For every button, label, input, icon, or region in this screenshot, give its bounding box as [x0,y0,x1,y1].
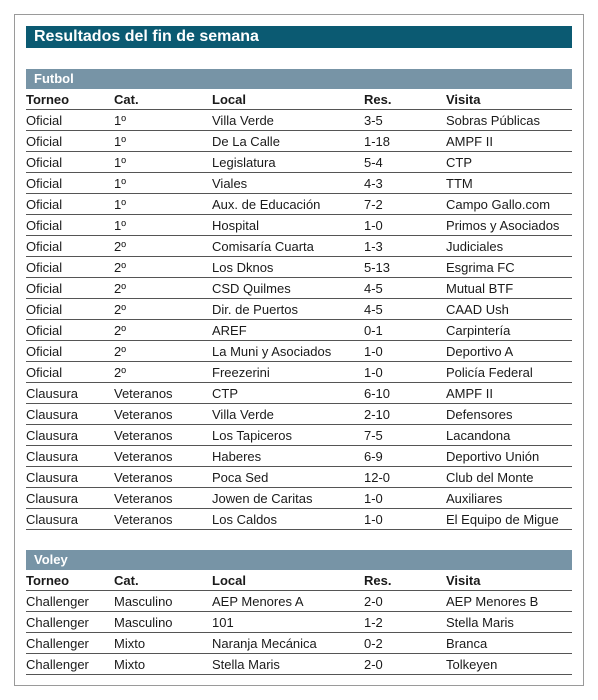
local-cell: AREF [212,320,364,341]
local-cell: Aux. de Educación [212,194,364,215]
local-cell: Los Caldos [212,509,364,530]
table-row [26,131,572,152]
cat-cell: 1º [114,131,212,152]
visita-cell: CAAD Ush [446,299,572,320]
res-cell: 1-0 [364,341,446,362]
visita-cell: Deportivo A [446,341,572,362]
local-cell: Comisaría Cuarta [212,236,364,257]
table-row [26,257,572,278]
res-cell: 5-13 [364,257,446,278]
table-row [26,404,572,425]
torneo-cell: Oficial [26,341,114,362]
visita-cell: Primos y Asociados [446,215,572,236]
cat-cell: 2º [114,320,212,341]
res-cell: 1-0 [364,509,446,530]
visita-cell: El Equipo de Migue [446,509,572,530]
local-cell: Los Tapiceros [212,425,364,446]
visita-cell: AEP Menores B [446,591,572,612]
res-cell: 1-3 [364,236,446,257]
voley-table [26,570,572,675]
res-cell: 12-0 [364,467,446,488]
torneo-cell: Clausura [26,425,114,446]
visita-cell: Deportivo Unión [446,446,572,467]
local-cell: Hospital [212,215,364,236]
res-cell: 3-5 [364,110,446,131]
table-row [26,467,572,488]
torneo-cell: Clausura [26,383,114,404]
res-cell: 7-2 [364,194,446,215]
visita-cell: Lacandona [446,425,572,446]
local-cell: Naranja Mecánica [212,633,364,654]
local-cell: Haberes [212,446,364,467]
torneo-cell: Oficial [26,194,114,215]
futbol-table [26,89,572,530]
torneo-cell: Oficial [26,173,114,194]
table-row [26,362,572,383]
col-local: Local [212,89,364,110]
cat-cell: 2º [114,257,212,278]
torneo-cell: Clausura [26,467,114,488]
voley-header-row [26,570,572,591]
local-cell: CSD Quilmes [212,278,364,299]
cat-cell: 2º [114,341,212,362]
table-row [26,110,572,131]
local-cell: De La Calle [212,131,364,152]
torneo-cell: Oficial [26,236,114,257]
cat-cell: Masculino [114,612,212,633]
res-cell: 2-10 [364,404,446,425]
res-cell: 2-0 [364,654,446,675]
page-title: Resultados del fin de semana [26,26,572,48]
cat-cell: Masculino [114,591,212,612]
cat-cell: 2º [114,278,212,299]
visita-cell: Esgrima FC [446,257,572,278]
res-cell: 4-3 [364,173,446,194]
table-row [26,299,572,320]
table-row [26,194,572,215]
visita-cell: TTM [446,173,572,194]
cat-cell: Veteranos [114,446,212,467]
visita-cell: Carpintería [446,320,572,341]
local-cell: Viales [212,173,364,194]
local-cell: 101 [212,612,364,633]
local-cell: Stella Maris [212,654,364,675]
res-cell: 1-18 [364,131,446,152]
res-cell: 6-10 [364,383,446,404]
table-row [26,383,572,404]
res-cell: 4-5 [364,299,446,320]
torneo-cell: Oficial [26,215,114,236]
visita-cell: Stella Maris [446,612,572,633]
table-row [26,152,572,173]
local-cell: Villa Verde [212,110,364,131]
cat-cell: Veteranos [114,488,212,509]
local-cell: Dir. de Puertos [212,299,364,320]
torneo-cell: Clausura [26,404,114,425]
col-torneo: Torneo [26,89,114,110]
col-local: Local [212,570,364,591]
table-row [26,173,572,194]
visita-cell: Mutual BTF [446,278,572,299]
cat-cell: Veteranos [114,467,212,488]
visita-cell: Judiciales [446,236,572,257]
res-cell: 7-5 [364,425,446,446]
visita-cell: Tolkeyen [446,654,572,675]
visita-cell: CTP [446,152,572,173]
local-cell: Jowen de Caritas [212,488,364,509]
col-torneo: Torneo [26,570,114,591]
torneo-cell: Challenger [26,654,114,675]
visita-cell: Branca [446,633,572,654]
res-cell: 1-0 [364,488,446,509]
cat-cell: 2º [114,236,212,257]
table-row [26,236,572,257]
table-row [26,509,572,530]
local-cell: Legislatura [212,152,364,173]
cat-cell: Veteranos [114,383,212,404]
res-cell: 1-2 [364,612,446,633]
local-cell: La Muni y Asociados [212,341,364,362]
res-cell: 1-0 [364,215,446,236]
cat-cell: 1º [114,173,212,194]
cat-cell: 2º [114,299,212,320]
cat-cell: 1º [114,194,212,215]
table-row [26,612,572,633]
torneo-cell: Clausura [26,488,114,509]
visita-cell: AMPF II [446,131,572,152]
visita-cell: AMPF II [446,383,572,404]
cat-cell: 1º [114,110,212,131]
torneo-cell: Oficial [26,278,114,299]
torneo-cell: Oficial [26,257,114,278]
local-cell: Villa Verde [212,404,364,425]
cat-cell: 1º [114,152,212,173]
local-cell: Los Dknos [212,257,364,278]
voley-section [26,550,572,675]
futbol-section [26,69,572,530]
table-row [26,215,572,236]
local-cell: Poca Sed [212,467,364,488]
torneo-cell: Oficial [26,362,114,383]
visita-cell: Club del Monte [446,467,572,488]
torneo-cell: Oficial [26,110,114,131]
table-row [26,278,572,299]
res-cell: 2-0 [364,591,446,612]
cat-cell: Veteranos [114,425,212,446]
visita-cell: Policía Federal [446,362,572,383]
res-cell: 0-1 [364,320,446,341]
col-res: Res. [364,89,446,110]
cat-cell: 1º [114,215,212,236]
res-cell: 5-4 [364,152,446,173]
visita-cell: Defensores [446,404,572,425]
torneo-cell: Clausura [26,509,114,530]
cat-cell: Mixto [114,633,212,654]
table-row [26,591,572,612]
col-visita: Visita [446,570,572,591]
table-row [26,341,572,362]
cat-cell: Veteranos [114,509,212,530]
visita-cell: Auxiliares [446,488,572,509]
torneo-cell: Oficial [26,299,114,320]
torneo-cell: Oficial [26,152,114,173]
visita-cell: Campo Gallo.com [446,194,572,215]
res-cell: 0-2 [364,633,446,654]
col-cat: Cat. [114,89,212,110]
table-row [26,488,572,509]
col-res: Res. [364,570,446,591]
torneo-cell: Challenger [26,612,114,633]
res-cell: 4-5 [364,278,446,299]
local-cell: CTP [212,383,364,404]
futbol-header-row [26,89,572,110]
torneo-cell: Oficial [26,320,114,341]
voley-heading: Voley [26,550,572,570]
table-row [26,425,572,446]
col-visita: Visita [446,89,572,110]
cat-cell: 2º [114,362,212,383]
res-cell: 6-9 [364,446,446,467]
cat-cell: Mixto [114,654,212,675]
table-row [26,446,572,467]
res-cell: 1-0 [364,362,446,383]
local-cell: Freezerini [212,362,364,383]
torneo-cell: Oficial [26,131,114,152]
local-cell: AEP Menores A [212,591,364,612]
col-cat: Cat. [114,570,212,591]
table-row [26,320,572,341]
futbol-heading: Futbol [26,69,572,89]
table-row [26,633,572,654]
table-row [26,654,572,675]
torneo-cell: Challenger [26,591,114,612]
torneo-cell: Clausura [26,446,114,467]
visita-cell: Sobras Públicas [446,110,572,131]
cat-cell: Veteranos [114,404,212,425]
torneo-cell: Challenger [26,633,114,654]
